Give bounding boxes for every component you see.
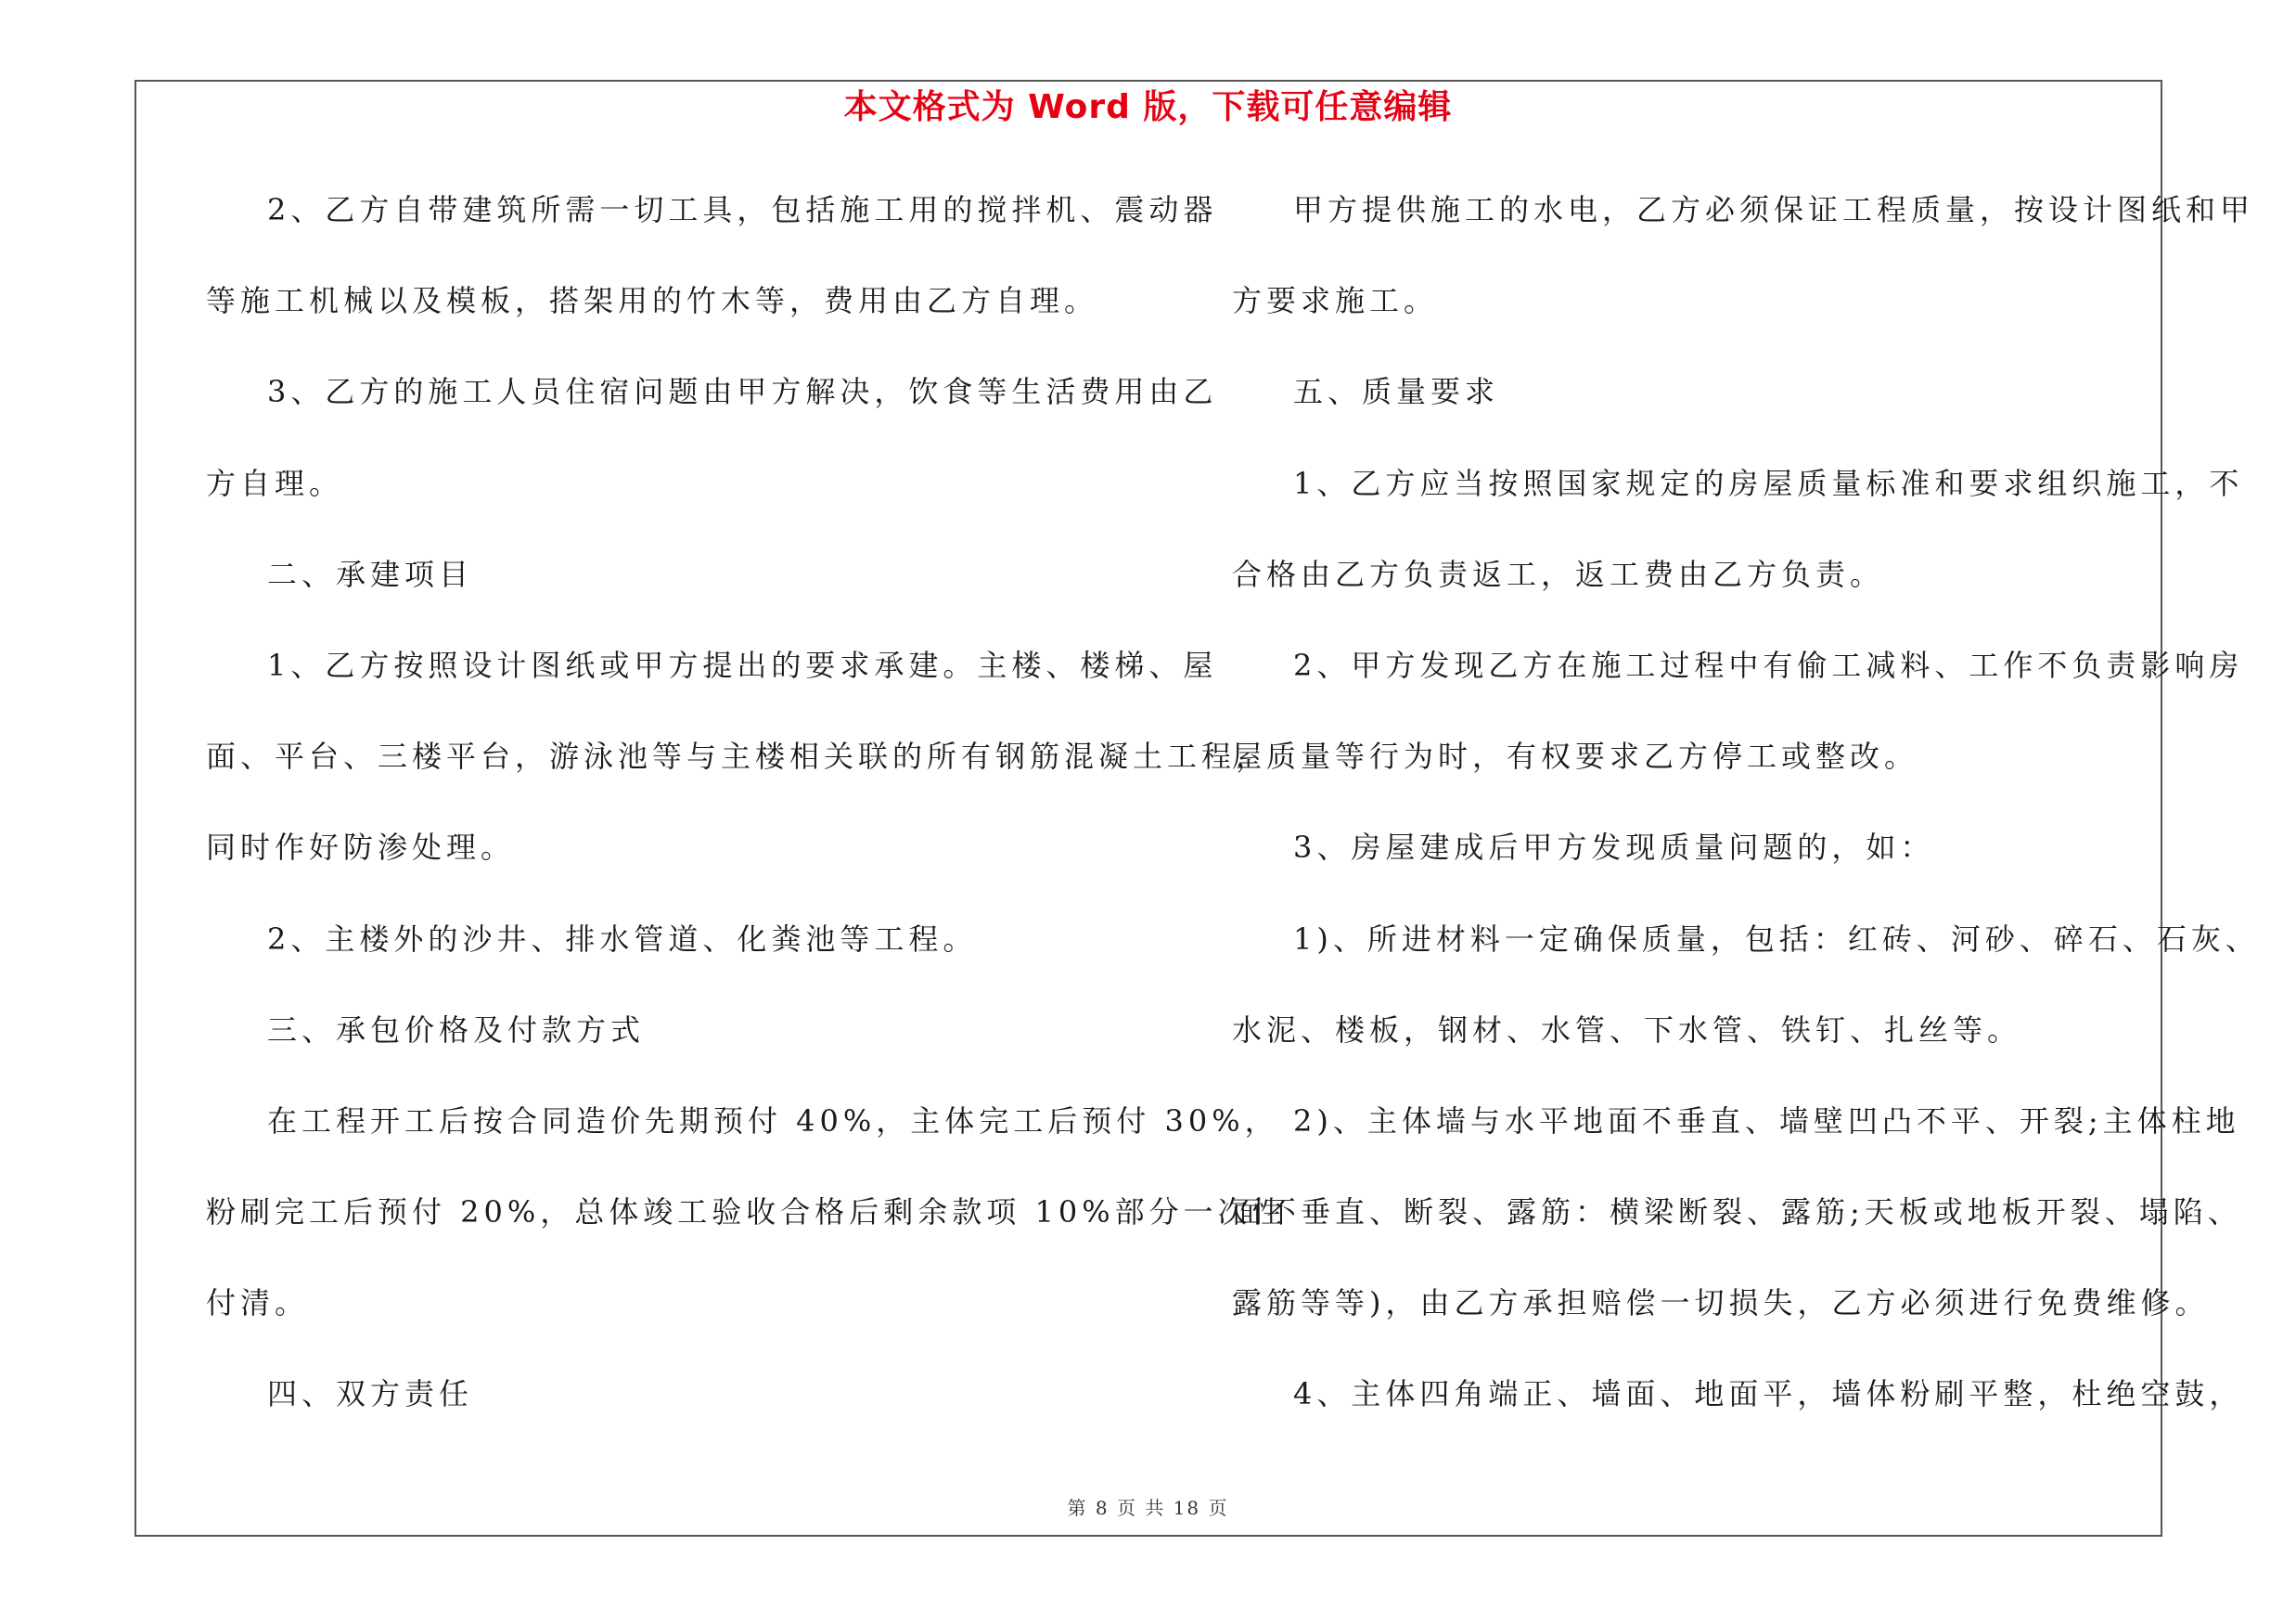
text-line: 面不垂直、断裂、露筋：横梁断裂、露筋;天板或地板开裂、塌陷、 — [1232, 1194, 2242, 1230]
text-line: 2)、主体墙与水平地面不垂直、墙壁凹凸不平、开裂;主体柱地 — [1293, 1102, 2240, 1139]
right-text-column — [1232, 184, 2260, 1460]
text-line: 1、乙方按照设计图纸或甲方提出的要求承建。主楼、楼梯、屋 — [267, 647, 1218, 683]
text-line: 面、平台、三楼平台，游泳池等与主楼相关联的所有钢筋混凝土工程， — [206, 739, 1271, 775]
text-line: 水泥、楼板，钢材、水管、下水管、铁钉、扎丝等。 — [1232, 1011, 2022, 1048]
text-line: 合格由乙方负责返工，返工费由乙方负责。 — [1232, 556, 1885, 592]
text-line: 二、承建项目 — [267, 556, 474, 592]
text-line: 2、甲方发现乙方在施工过程中有偷工减料、工作不负责影响房 — [1293, 647, 2244, 683]
text-line: 在工程开工后按合同造价先期预付 40%，主体完工后预付 30%， — [267, 1102, 1279, 1139]
watermark-banner: 本文格式为 Word 版，下载可任意编辑 — [843, 88, 1453, 126]
text-line: 屋质量等行为时，有权要求乙方停工或整改。 — [1232, 739, 1919, 775]
left-text-column — [206, 184, 1287, 1460]
page-number-footer: 第 8 页 共 18 页 — [1067, 1497, 1229, 1519]
text-line: 露筋等等)，由乙方承担赔偿一切损失，乙方必须进行免费维修。 — [1232, 1285, 2210, 1321]
text-line: 3、乙方的施工人员住宿问题由甲方解决，饮食等生活费用由乙 — [267, 374, 1218, 410]
text-line: 方自理。 — [206, 465, 344, 501]
text-line: 四、双方责任 — [267, 1376, 474, 1412]
text-line: 2、主楼外的沙井、排水管道、化粪池等工程。 — [267, 921, 978, 957]
text-line: 4、主体四角端正、墙面、地面平，墙体粉刷平整，杜绝空鼓， — [1293, 1376, 2244, 1412]
text-line: 同时作好防渗处理。 — [206, 830, 516, 866]
text-line: 三、承包价格及付款方式 — [267, 1011, 646, 1048]
text-line: 粉刷完工后预付 20%，总体竣工验收合格后剩余款项 10%部分一次性 — [206, 1194, 1287, 1230]
text-line: 五、质量要求 — [1293, 374, 1500, 410]
text-line: 等施工机械以及模板，搭架用的竹木等，费用由乙方自理。 — [206, 283, 1099, 319]
text-line: 3、房屋建成后甲方发现质量问题的，如： — [1293, 830, 1935, 866]
text-line: 1)、所进材料一定确保质量，包括：红砖、河砂、碎石、石灰、 — [1293, 921, 2260, 957]
text-line: 方要求施工。 — [1232, 283, 1439, 319]
text-line: 1、乙方应当按照国家规定的房屋质量标准和要求组织施工，不 — [1293, 465, 2244, 501]
text-line: 甲方提供施工的水电，乙方必须保证工程质量，按设计图纸和甲 — [1293, 192, 2255, 227]
text-line: 付清。 — [206, 1285, 310, 1321]
text-line: 2、乙方自带建筑所需一切工具，包括施工用的搅拌机、震动器 — [267, 192, 1218, 227]
